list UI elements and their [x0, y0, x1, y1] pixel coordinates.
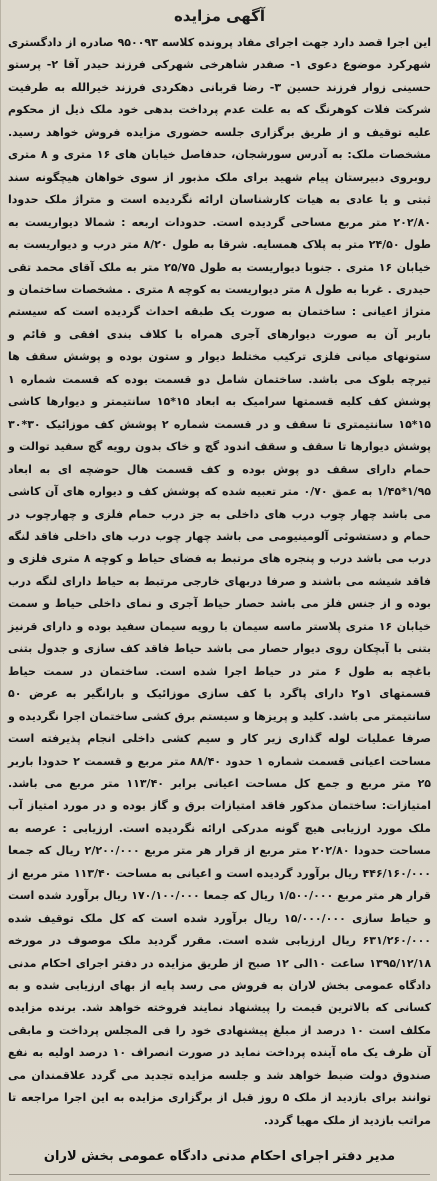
- notice-body: [8, 32, 431, 1132]
- divider: [9, 1174, 430, 1175]
- notice-title: آگهی مزایده: [173, 7, 266, 25]
- notice-signature: مدیر دفتر اجرای احکام مدنی دادگاه عمومی بخش لاران: [43, 1149, 396, 1164]
- notice-body-paragraph: این اجرا قصد دارد جهت اجرای مفاد پرونده کلاسه ۹۵۰۰۹۳ صادره از دادگستری شهرکرد موضوع دعوی ۱- صفدر شاهرخی شهرکی فرزند حیدر آقا ۲- پرستو حسینی زوار فرزند حسین ۳- رضا قربانی دهکردی فرزند خیرالله به طرفیت شرکت فلات کوهرنگ که به علت عدم پرداخت بدهی خود ملک ذیل از محکوم علیه توقیف و از طریق برگزاری جلسه حضوری مزایده فروش خواهد رسید. مشخصات ملک: به آدرس سورشجان، حدفاصل خیابان های ۱۶ متری و ۸ متری روبروی دبیرستان پیام شهید برای ملک مذبور از سوی خواهان هیچگونه سند ثبتی و یا عادی به هیات کارشناسان ارائه نگردیده است و متراژ ملک حدودا ۲۰۲/۸۰ متر مربع مساحی گردیده است. حدودات اربعه : شمالا دیواریست به طول ۲۴/۵۰ متر به پلاک همسایه. شرقا به طول ۸/۲۰ متر درب و دیواریست به خیابان ۱۶ متری . جنوبا دیواریست به طول ۲۵/۷۵ متر به ملک آقای محمد تقی حیدری . غربا به طول ۸ متر دیواریست به کوچه ۸ متری . مشخصات ساختمان و متراژ اعیانی : ساختمان به صورت یک طبقه احداث گردیده است که سیستم باربر آن به صورت دیوارهای آجری همراه با کلاف بندی افقی و قائم و ستونهای میانی فلزی ترکیب مختلط دیوار و ستون بوده و پوشش سقف ها تیرچه بلوک می باشد. ساختمان شامل دو قسمت بوده که قسمت شماره ۱ پوشش کف کلیه قسمتها سرامیک به ابعاد ۱۵*۱۵ سانتیمتر و دیوارها کاشی ۱۵*۱۵ سانتیمتری تا سقف و در قسمت شماره ۲ پوشش کف موزائیک ۳۰*۳۰ پوشش دیوارها تا سقف و سقف اندود گچ و خاک بدون رویه گچ سفید توالت و حمام دارای سقف دو پوش بوده و کف قسمت هال حوضچه ای به ابعاد ۱/۹۵*۱/۴۵ به عمق ۰/۷۰ متر تعبیه شده که پوشش کف و دیواره های آن کاشی می باشد چهار چوب درب های داخلی به جز درب حمام فلزی و چهارچوب در حمام و دستشوئی آلومینیومی می باشد چهار چوب درب های داخلی فاقد لنگه درب می باشد درب و پنجره های مرتبط به فضای حیاط و کوچه ۸ متری فلزی و فاقد شیشه می باشند و صرفا دربهای خارجی مرتبط به حیاط دارای لنگه درب بوده و از جنس فلز می باشد حصار حیاط آجری و نمای داخلی حیاط و سمت خیابان ۱۶ متری پلاستر ماسه سیمان با رویه سیمان سفید بوده و دارای قرنیز بتنی با آبچکان روی دیوار حصار می باشد حیاط فاقد کف سازی و جدول بتنی باغچه به طول ۶ متر در حیاط اجرا شده است. ساختمان در سمت حیاط قسمتهای ۱و۲ دارای پاگرد با کف سازی موزائیک و بارانگیر به عرض ۵۰ سانتیمتر می باشد. کلید و پریزها و سیستم برق کشی ساختمان اجرا نگردیده و صرفا عملیات لوله گذاری زیر کار و سیم کشی داخلی انجام پذیرفته است مساحت اعیانی قسمت شماره ۱ حدود ۸۸/۴۰ متر مربع و قسمت ۲ حدودا باربر ۲۵ متر مربع و جمع کل مساحت اعیانی برابر ۱۱۳/۴۰ متر مربع می باشد. امتیازات: ساختمان مذکور فاقد امتیازات برق و گاز بوده و در مورد امتیاز آب ملک مورد ارزیابی هیچ گونه مدرکی ارائه نگردیده است. ارزیابی : عرصه به مساحت حدودا ۲۰۲/۸۰ متر مربع از قرار هر متر مربع ۲/۲۰۰/۰۰۰ ریال که جمعا ۴۴۶/۱۶۰/۰۰۰ ریال برآورد گردیده است و اعیانی به مساحت ۱۱۳/۴۰ متر مربع از قرار هر متر مربع ۱/۵۰۰/۰۰۰ ریال که جمعا ۱۷۰/۱۰۰/۰۰۰ ریال برآورد شده است و حیاط سازی ۱۵/۰۰۰/۰۰۰ ریال برآورد شده است که کل ملک توقیف شده ۶۳۱/۲۶۰/۰۰۰ ریال ارزیابی شده است. مقرر گردید ملک موصوف در مورخه ۱۳۹۵/۱۲/۱۸ ساعت ۱۰الی ۱۲ صبح از طریق مزایده در دفتر اجرای احکام مدنی دادگاه عمومی بخش لاران به فروش می رسد پایه از بهای ارزیابی شده و به کسانی که بالاترین قیمت را پیشنهاد نمایند فروخته خواهد شد. برنده مزایده مکلف است ۱۰ درصد از مبلغ پیشنهادی خود را فی المجلس پرداخت و مابقی آن ظرف یک ماه آینده پرداخت نماید در صورت انصراف ۱۰ درصد اولیه به نفع صندوق دولت ضبط خواهد شد و جلسه مزایده تجدید می گردد علاقمندان می توانند برای بازدید از ملک ۵ روز قبل از برگزاری مزایده به این اجرا مراجعه تا مراتب بازدید از ملک مهیا گردد.: [8, 36, 432, 1127]
